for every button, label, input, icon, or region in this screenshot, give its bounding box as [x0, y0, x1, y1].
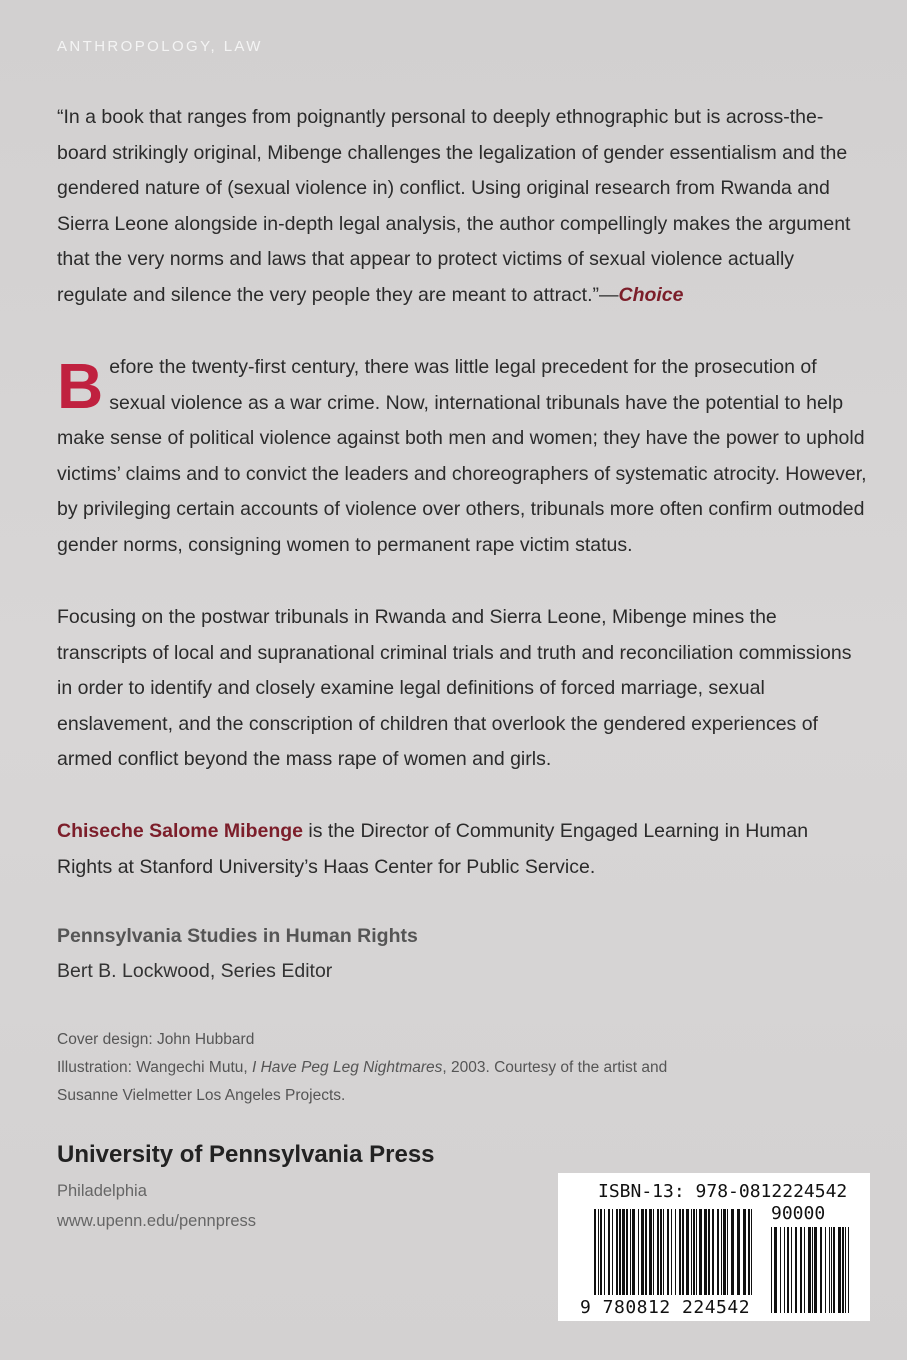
addon-bar — [833, 1227, 835, 1313]
barcode-bar — [660, 1209, 662, 1295]
barcode-bar — [693, 1209, 695, 1295]
barcode-bar — [712, 1209, 714, 1295]
review-quote — [57, 100, 867, 314]
addon-bar — [842, 1227, 844, 1313]
barcode-bar — [622, 1209, 625, 1295]
barcode-bar — [604, 1209, 605, 1295]
quote-text: “In a book that ranges from poignantly personal to deeply ethnographic but is across-the-board strikingly original, Mibenge challenges the legalization of gender essentialism and the gendered nature of (sexual violence in) conflict. Using original research from Rwanda and Sierra Leone alongside in-depth legal analysis, the author compellingly makes the argument that the very norms and laws that appear to protect victims of sexual violence actually regulate and silence the very people they are meant to attract.”— — [57, 106, 851, 306]
barcode-bar — [638, 1209, 639, 1295]
addon-bar — [774, 1227, 777, 1313]
addon-bar — [845, 1227, 846, 1313]
barcode-bar — [743, 1209, 746, 1295]
barcode-bar — [598, 1209, 599, 1295]
publisher-city: Philadelphia — [57, 1182, 147, 1200]
addon-bar — [814, 1227, 817, 1313]
price-code: 90000 — [771, 1203, 826, 1224]
barcode-bar — [696, 1209, 697, 1295]
barcode-bar — [608, 1209, 610, 1295]
description-paragraph-1 — [57, 350, 867, 564]
barcode-bar — [657, 1209, 659, 1295]
addon-bar — [791, 1227, 792, 1313]
series-editor: Bert B. Lockwood, Series Editor — [57, 960, 333, 982]
barcode-bar — [645, 1209, 647, 1295]
barcode-bar — [679, 1209, 681, 1295]
barcode-bar — [649, 1209, 652, 1295]
addon-bar — [795, 1227, 797, 1313]
barcode-bar — [721, 1209, 722, 1295]
description-text-1: efore the twenty-first century, there was little legal precedent for the prosecution of sexual violence as a war crime. Now, international tribunals have the potential to help make sense of political violence against both men and women; they have the power to uphold victims’ claims and to convict the leaders and choreographers of systematic atrocity. However, by privileging certain accounts of violence over others, tribunals more often confirm outmoded gender norms, consigning women to permanent rape victim status. — [57, 356, 867, 556]
illustration-credit — [57, 1054, 667, 1082]
barcode-box — [558, 1173, 870, 1321]
illustration-prefix: Illustration: Wangechi Mutu, — [57, 1059, 252, 1076]
barcode-bar — [748, 1209, 750, 1295]
illustration-credit-line2: Susanne Vielmetter Los Angeles Projects. — [57, 1087, 346, 1104]
barcode-bar — [616, 1209, 618, 1295]
addon-bar — [825, 1227, 826, 1313]
addon-bar — [804, 1227, 805, 1313]
barcode-bar — [708, 1209, 710, 1295]
barcode-bar — [686, 1209, 689, 1295]
addon-bar — [784, 1227, 785, 1313]
addon-bar — [831, 1227, 832, 1313]
addon-bar — [838, 1227, 841, 1313]
credits — [57, 1026, 667, 1110]
author-name: Chiseche Salome Mibenge — [57, 820, 303, 842]
barcode-bar — [727, 1209, 728, 1295]
barcode-bar — [626, 1209, 628, 1295]
addon-bar — [771, 1227, 772, 1313]
barcode-bar — [751, 1209, 752, 1295]
isbn-label: ISBN-13: 978-0812224542 — [598, 1181, 848, 1202]
addon-bar — [808, 1227, 811, 1313]
category-label: ANTHROPOLOGY, LAW — [57, 38, 263, 55]
series-title: Pennsylvania Studies in Human Rights — [57, 925, 418, 947]
barcode-bar — [619, 1209, 621, 1295]
barcode-bar — [699, 1209, 702, 1295]
barcode-bar — [667, 1209, 669, 1295]
barcode-bar — [682, 1209, 684, 1295]
addon-bar — [829, 1227, 830, 1313]
drop-cap: B — [57, 350, 104, 422]
illustration-suffix: , 2003. Courtesy of the artist and — [442, 1059, 668, 1076]
addon-bar — [812, 1227, 813, 1313]
barcode-bar — [663, 1209, 664, 1295]
cover-design-credit: Cover design: John Hubbard — [57, 1031, 255, 1048]
quote-source: Choice — [618, 283, 684, 306]
barcode-bar — [671, 1209, 672, 1295]
addon-bar — [820, 1227, 822, 1313]
author-bio-text: is the Director of Community Engaged Learning in Human Rights at Stanford University’s Haas Center for Public Service. — [57, 820, 809, 878]
barcode-bar — [675, 1209, 676, 1295]
barcode-bar — [723, 1209, 726, 1295]
illustration-title: I Have Peg Leg Nightmares — [251, 1059, 443, 1076]
barcode-bar — [594, 1209, 596, 1295]
barcode-bar — [612, 1209, 613, 1295]
addon-bar — [787, 1227, 789, 1313]
addon-bar — [780, 1227, 781, 1313]
barcode-digits: 9 780812 224542 — [580, 1297, 751, 1318]
barcode-bar — [731, 1209, 734, 1295]
barcode-bar — [630, 1209, 631, 1295]
barcode-bar — [691, 1209, 692, 1295]
description-paragraph-2: Focusing on the postwar tribunals in Rwanda and Sierra Leone, Mibenge mines the transcripts of local and supranational criminal trials and truth and reconciliation commissions in order to identify and closely examine legal definitions of forced marriage, sexual enslavement, and the conscription of children that overlook the gendered experiences of armed conflict beyond the mass rape of women and girls. — [57, 606, 852, 771]
barcode-bar — [737, 1209, 740, 1295]
author-bio — [57, 814, 867, 885]
addon-bar — [800, 1227, 802, 1313]
publisher-name: University of Pennsylvania Press — [57, 1141, 435, 1168]
addon-bar — [848, 1227, 849, 1313]
publisher-url: www.upenn.edu/pennpress — [57, 1212, 257, 1230]
barcode-bar — [641, 1209, 644, 1295]
barcode-bar — [717, 1209, 719, 1295]
barcode-bar — [704, 1209, 707, 1295]
barcode-bar — [600, 1209, 602, 1295]
barcode-bar — [632, 1209, 635, 1295]
barcode-bar — [653, 1209, 654, 1295]
